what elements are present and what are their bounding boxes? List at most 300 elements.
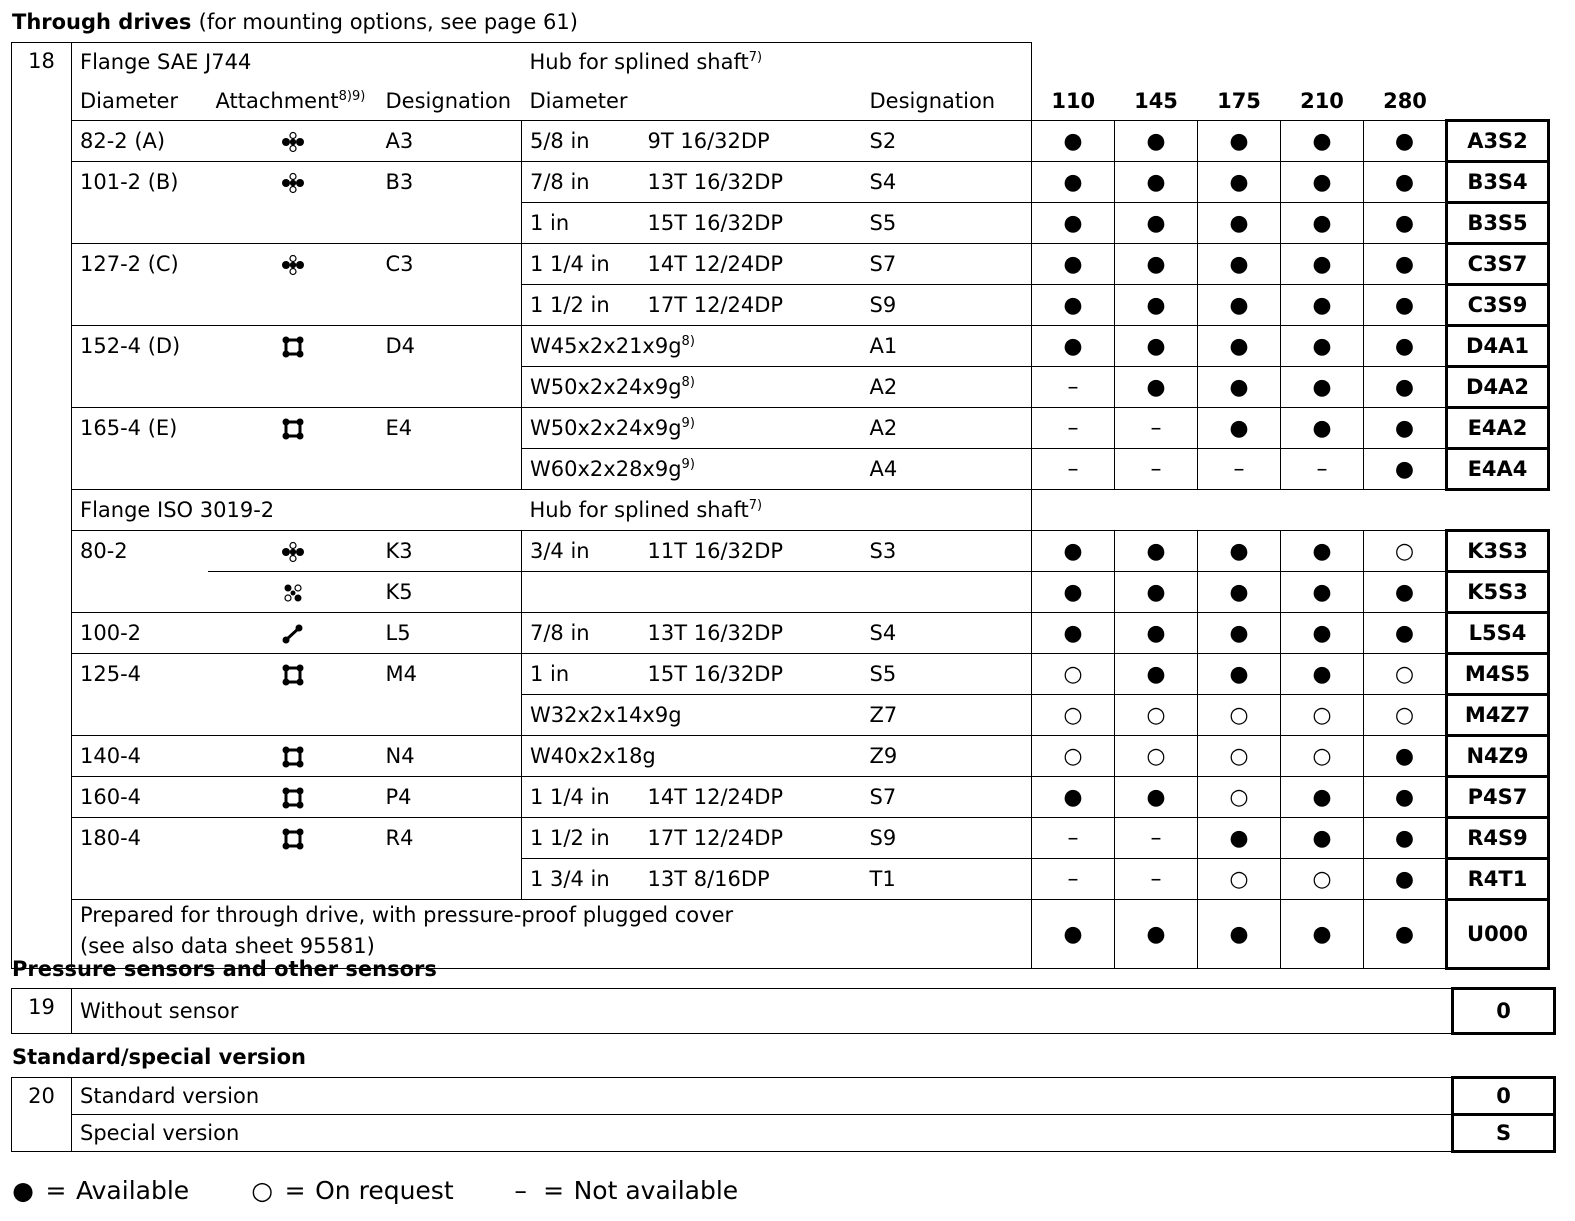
- hub-diameter-text: W45x2x21x9g: [530, 334, 682, 358]
- availability-mark: ○: [1198, 695, 1281, 736]
- availability-mark: ●: [1364, 121, 1447, 162]
- availability-mark: ●: [1115, 777, 1198, 818]
- hub-designation: Z7: [862, 695, 1032, 736]
- flange-designation: E4: [378, 408, 522, 449]
- hub-diameter: 1 3/4 in: [522, 859, 640, 900]
- attachment-symbol: [208, 244, 378, 285]
- attachment-symbol: [208, 326, 378, 367]
- spline-spec: 17T 12/24DP: [640, 285, 862, 326]
- availability-mark: ●: [1281, 244, 1364, 285]
- header-spacer: [1032, 490, 1447, 531]
- col-diameter: Diameter: [72, 81, 208, 121]
- availability-mark: ●: [1198, 121, 1281, 162]
- hub-diameter: 1 1/4 in: [522, 777, 640, 818]
- order-code: U000: [1447, 900, 1549, 969]
- order-code: N4Z9: [1447, 736, 1549, 777]
- flange-designation: K5: [378, 572, 522, 613]
- order-code: P4S7: [1447, 777, 1549, 818]
- availability-mark: ●: [1281, 326, 1364, 367]
- availability-mark: ●: [1198, 900, 1281, 969]
- availability-mark: ○: [1032, 654, 1115, 695]
- through-drives-table: [11, 42, 1550, 970]
- hub-designation: S3: [862, 531, 1032, 572]
- flange-iso-label: Flange ISO 3019-2: [72, 490, 522, 531]
- hub-diameter: 7/8 in: [522, 613, 640, 654]
- availability-mark: ●: [1281, 285, 1364, 326]
- option-row: [12, 203, 1549, 244]
- option-row: [12, 695, 1549, 736]
- hub-diameter-text: W40x2x18g: [530, 744, 656, 768]
- availability-mark: ●: [1198, 613, 1281, 654]
- order-code: E4A4: [1447, 449, 1549, 490]
- on-request-symbol: ○: [251, 1176, 274, 1205]
- diagonal-two-hole-flange-icon: [280, 580, 306, 605]
- flange-designation: C3: [378, 244, 522, 285]
- model-size-header: 210: [1300, 88, 1344, 113]
- availability-mark: ○: [1115, 736, 1198, 777]
- footnote-ref: 7): [748, 50, 763, 65]
- availability-mark: ●: [1364, 859, 1447, 900]
- availability-mark: ●: [1364, 736, 1447, 777]
- flange-diameter: [72, 367, 208, 408]
- four-hole-flange-icon: [280, 416, 306, 441]
- hub-designation: T1: [862, 859, 1032, 900]
- availability-mark: ●: [1198, 162, 1281, 203]
- attachment-symbol: [208, 121, 378, 162]
- availability-mark: ●: [1364, 244, 1447, 285]
- availability-mark: ●: [1364, 777, 1447, 818]
- availability-mark: ●: [1281, 900, 1364, 969]
- availability-mark: –: [1032, 449, 1115, 490]
- flange-diameter: 160-4: [72, 777, 208, 818]
- option-row: [12, 818, 1549, 859]
- legend-not-available: [508, 1176, 739, 1205]
- hub-label: [522, 43, 1032, 82]
- hub-designation: S7: [862, 244, 1032, 285]
- availability-mark: ●: [1032, 162, 1115, 203]
- availability-mark: ●: [1032, 244, 1115, 285]
- hub-designation: S4: [862, 613, 1032, 654]
- availability-mark: ●: [1115, 162, 1198, 203]
- col-hub-designation: Designation: [862, 81, 1032, 121]
- availability-mark: ●: [1364, 408, 1447, 449]
- order-code: L5S4: [1447, 613, 1549, 654]
- order-code: C3S7: [1447, 244, 1549, 285]
- flange-designation: D4: [378, 326, 522, 367]
- availability-mark: ●: [1281, 777, 1364, 818]
- flange-designation: [378, 367, 522, 408]
- availability-mark: ●: [1115, 531, 1198, 572]
- availability-mark: ○: [1198, 736, 1281, 777]
- version-row: [12, 1078, 1555, 1115]
- flange-designation: N4: [378, 736, 522, 777]
- availability-mark: ○: [1364, 695, 1447, 736]
- hub-diameter: 1 in: [522, 654, 640, 695]
- availability-mark: –: [1115, 818, 1198, 859]
- legend-label: Available: [76, 1176, 190, 1205]
- availability-mark: ○: [1281, 695, 1364, 736]
- attachment-symbol: [208, 736, 378, 777]
- through-drives-heading: [12, 10, 578, 34]
- availability-mark: ●: [1115, 900, 1198, 969]
- flange-diameter: 180-4: [72, 818, 208, 859]
- availability-mark: ○: [1198, 777, 1281, 818]
- hub-designation: S4: [862, 162, 1032, 203]
- header-spacer: [1447, 490, 1549, 531]
- prepared-line-1: Prepared for through drive, with pressure-proof plugged cover: [80, 903, 734, 927]
- attachment-symbol: [208, 162, 378, 203]
- legend-equals: =: [284, 1176, 306, 1205]
- version-row: [12, 1115, 1555, 1152]
- availability-mark: –: [1032, 818, 1115, 859]
- two-hole-flange-icon: [280, 539, 306, 564]
- hub-diameter: 1 1/4 in: [522, 244, 640, 285]
- flange-designation: A3: [378, 121, 522, 162]
- option-row: [12, 367, 1549, 408]
- through-drives-subtitle: (for mounting options, see page 61): [198, 10, 578, 34]
- model-size-header: 145: [1134, 88, 1178, 113]
- footnote-ref: 8): [681, 375, 695, 390]
- flange-diameter: [72, 859, 208, 900]
- attachment-symbol: [208, 613, 378, 654]
- option-row: [12, 285, 1549, 326]
- hub-diameter: [522, 695, 862, 736]
- availability-mark: ●: [1198, 572, 1281, 613]
- hub-designation: S7: [862, 777, 1032, 818]
- hub-label: [522, 490, 1032, 531]
- availability-mark: ●: [1198, 285, 1281, 326]
- availability-mark: ○: [1115, 695, 1198, 736]
- availability-mark: –: [1032, 859, 1115, 900]
- flange-diameter: 82-2 (A): [72, 121, 208, 162]
- footnote-ref: 7): [748, 498, 763, 513]
- footnote-ref: 9): [681, 416, 695, 431]
- availability-mark: ●: [1032, 121, 1115, 162]
- col-attachment-text: Attachment: [215, 88, 339, 113]
- order-code: R4T1: [1447, 859, 1549, 900]
- spline-spec: 14T 12/24DP: [640, 244, 862, 285]
- model-size-header: 280: [1383, 88, 1427, 113]
- legend-equals: =: [45, 1176, 67, 1205]
- order-code: K3S3: [1447, 531, 1549, 572]
- two-hole-flange-icon: [280, 129, 306, 154]
- sensor-row: [12, 989, 1555, 1034]
- hub-diameter-text: W60x2x28x9g: [530, 457, 682, 481]
- two-hole-flange-icon: [280, 252, 306, 277]
- availability-mark: ●: [1032, 531, 1115, 572]
- hub-designation: A2: [862, 408, 1032, 449]
- hub-designation: Z9: [862, 736, 1032, 777]
- availability-mark: ●: [1115, 203, 1198, 244]
- order-code: D4A2: [1447, 367, 1549, 408]
- flange-designation: B3: [378, 162, 522, 203]
- model-size-header: 175: [1217, 88, 1261, 113]
- flange-diameter: 100-2: [72, 613, 208, 654]
- availability-mark: ●: [1281, 572, 1364, 613]
- availability-mark: ●: [1364, 572, 1447, 613]
- availability-mark: ●: [1115, 572, 1198, 613]
- attachment-symbol: [208, 654, 378, 695]
- flange-diameter: [72, 695, 208, 736]
- attachment-symbol: [208, 695, 378, 736]
- legend-label: On request: [315, 1176, 454, 1205]
- spline-spec: 13T 8/16DP: [640, 859, 862, 900]
- hub-label-text: Hub for splined shaft: [529, 50, 749, 74]
- availability-mark: ●: [1281, 367, 1364, 408]
- legend-on-request: [249, 1176, 454, 1205]
- hub-diameter: [522, 449, 862, 490]
- availability-mark: ●: [1032, 777, 1115, 818]
- availability-mark: ●: [1032, 285, 1115, 326]
- order-code: D4A1: [1447, 326, 1549, 367]
- version-table: [11, 1076, 1556, 1153]
- availability-mark: ●: [1115, 285, 1198, 326]
- flange-designation: M4: [378, 654, 522, 695]
- attachment-symbol: [208, 449, 378, 490]
- option-row: [12, 859, 1549, 900]
- availability-mark: ●: [1281, 408, 1364, 449]
- attachment-symbol: [208, 531, 378, 572]
- availability-mark: ●: [1281, 818, 1364, 859]
- availability-mark: ●: [1364, 326, 1447, 367]
- flange-designation: K3: [378, 531, 522, 572]
- availability-mark: –: [1115, 408, 1198, 449]
- availability-mark: ●: [1115, 367, 1198, 408]
- availability-mark: ●: [1364, 900, 1447, 969]
- availability-mark: –: [1115, 449, 1198, 490]
- availability-mark: ○: [1198, 859, 1281, 900]
- four-hole-flange-icon: [280, 744, 306, 769]
- option-row: [12, 613, 1549, 654]
- availability-mark: ●: [1115, 654, 1198, 695]
- prepared-line-2: (see also data sheet 95581): [80, 934, 375, 958]
- flange-diameter: [72, 203, 208, 244]
- hub-designation: A2: [862, 367, 1032, 408]
- availability-mark: ●: [1115, 121, 1198, 162]
- availability-mark: ●: [1281, 613, 1364, 654]
- not-available-symbol: –: [514, 1176, 527, 1205]
- attachment-symbol: [208, 859, 378, 900]
- version-label: Standard version: [72, 1078, 1453, 1115]
- order-code: R4S9: [1447, 818, 1549, 859]
- version-heading: Standard/special version: [12, 1045, 307, 1069]
- option-row: [12, 777, 1549, 818]
- availability-mark: ●: [1364, 449, 1447, 490]
- flange-diameter: 152-4 (D): [72, 326, 208, 367]
- footnote-ref: 8): [681, 334, 695, 349]
- flange-designation: L5: [378, 613, 522, 654]
- header-row: [12, 490, 1549, 531]
- flange-designation: P4: [378, 777, 522, 818]
- four-hole-flange-icon: [280, 662, 306, 687]
- spline-spec: 17T 12/24DP: [640, 818, 862, 859]
- availability-mark: ●: [1032, 572, 1115, 613]
- order-code: 0: [1453, 1078, 1555, 1115]
- spline-spec: 15T 16/32DP: [640, 654, 862, 695]
- hub-designation: S5: [862, 654, 1032, 695]
- row-number: 18: [12, 43, 72, 969]
- order-code: M4Z7: [1447, 695, 1549, 736]
- availability-mark: –: [1032, 367, 1115, 408]
- attachment-symbol: [208, 367, 378, 408]
- availability-mark: ●: [1364, 203, 1447, 244]
- availability-mark: ●: [1032, 900, 1115, 969]
- availability-mark: ●: [1198, 408, 1281, 449]
- legend-available: [10, 1176, 189, 1205]
- option-row: [12, 449, 1549, 490]
- flange-diameter: 80-2: [72, 531, 208, 572]
- order-code: E4A2: [1447, 408, 1549, 449]
- option-row: [12, 244, 1549, 285]
- availability-mark: ●: [1364, 367, 1447, 408]
- order-code: C3S9: [1447, 285, 1549, 326]
- hub-designation: A4: [862, 449, 1032, 490]
- order-code: M4S5: [1447, 654, 1549, 695]
- spline-spec: 15T 16/32DP: [640, 203, 862, 244]
- hub-designation: [862, 572, 1032, 613]
- sensors-table: [11, 987, 1556, 1035]
- availability-mark: ○: [1364, 654, 1447, 695]
- availability-mark: –: [1115, 859, 1198, 900]
- availability-mark: ●: [1364, 818, 1447, 859]
- availability-mark: ●: [1364, 162, 1447, 203]
- flange-diameter: 127-2 (C): [72, 244, 208, 285]
- hub-diameter: [522, 572, 862, 613]
- availability-mark: ●: [1198, 326, 1281, 367]
- row-number: 20: [12, 1078, 72, 1152]
- model-size-header: 110: [1051, 88, 1096, 113]
- hub-designation: S5: [862, 203, 1032, 244]
- row-number: 19: [12, 989, 72, 1034]
- order-code: B3S4: [1447, 162, 1549, 203]
- availability-mark: ○: [1281, 736, 1364, 777]
- order-code: 0: [1453, 989, 1555, 1034]
- flange-designation: [378, 449, 522, 490]
- hub-designation: S2: [862, 121, 1032, 162]
- flange-designation: R4: [378, 818, 522, 859]
- header-spacer: [1447, 81, 1549, 121]
- four-hole-flange-icon: [280, 826, 306, 851]
- availability-mark: ●: [1198, 244, 1281, 285]
- four-hole-flange-icon: [280, 785, 306, 810]
- availability-mark: ●: [1032, 613, 1115, 654]
- availability-mark: ●: [1115, 326, 1198, 367]
- availability-mark: ●: [1281, 654, 1364, 695]
- spline-spec: 13T 16/32DP: [640, 613, 862, 654]
- spline-spec: 13T 16/32DP: [640, 162, 862, 203]
- flange-sae-label: Flange SAE J744: [72, 43, 522, 82]
- col-designation: Designation: [385, 88, 512, 113]
- hub-diameter: [522, 736, 862, 777]
- hub-diameter: [522, 367, 862, 408]
- option-row: [12, 408, 1549, 449]
- order-code: K5S3: [1447, 572, 1549, 613]
- four-hole-flange-icon: [280, 334, 306, 359]
- availability-mark: ○: [1364, 531, 1447, 572]
- availability-mark: ●: [1032, 326, 1115, 367]
- availability-mark: ●: [1198, 367, 1281, 408]
- flange-designation: [378, 859, 522, 900]
- order-code: A3S2: [1447, 121, 1549, 162]
- flange-diameter: 101-2 (B): [72, 162, 208, 203]
- availability-mark: ●: [1115, 244, 1198, 285]
- availability-mark: ○: [1281, 859, 1364, 900]
- available-symbol: ●: [12, 1176, 34, 1205]
- hub-diameter: 1 1/2 in: [522, 285, 640, 326]
- availability-mark: ●: [1281, 531, 1364, 572]
- footnote-ref: 9): [681, 457, 695, 472]
- flange-designation: [378, 695, 522, 736]
- hub-diameter: [522, 408, 862, 449]
- attachment-symbol: [208, 408, 378, 449]
- order-code: S: [1453, 1115, 1555, 1152]
- availability-mark: ○: [1032, 736, 1115, 777]
- legend-equals: =: [543, 1176, 565, 1205]
- hub-designation: A1: [862, 326, 1032, 367]
- option-row: [12, 162, 1549, 203]
- availability-mark: ●: [1198, 818, 1281, 859]
- sensors-heading: Pressure sensors and other sensors: [12, 957, 437, 981]
- availability-mark: ○: [1032, 695, 1115, 736]
- legend-label: Not available: [573, 1176, 739, 1205]
- two-hole-flange-icon: [280, 170, 306, 195]
- option-row: [12, 654, 1549, 695]
- availability-mark: ●: [1281, 162, 1364, 203]
- availability-mark: –: [1198, 449, 1281, 490]
- option-row: [12, 326, 1549, 367]
- hub-label-text: Hub for splined shaft: [529, 498, 749, 522]
- option-row: [12, 531, 1549, 572]
- spline-spec: 14T 12/24DP: [640, 777, 862, 818]
- col-hub-diameter: Diameter: [529, 88, 628, 113]
- version-label: Special version: [72, 1115, 1453, 1152]
- availability-mark: ●: [1281, 121, 1364, 162]
- option-row: [12, 572, 1549, 613]
- legend: [10, 1176, 738, 1205]
- attachment-symbol: [208, 572, 378, 613]
- option-row: [12, 736, 1549, 777]
- hub-designation: S9: [862, 818, 1032, 859]
- hub-diameter: 1 1/2 in: [522, 818, 640, 859]
- header-spacer: [1032, 43, 1549, 82]
- availability-mark: ●: [1198, 531, 1281, 572]
- attachment-symbol: [208, 818, 378, 859]
- hub-diameter-text: W50x2x24x9g: [530, 416, 682, 440]
- flange-diameter: [72, 572, 208, 613]
- availability-mark: ●: [1115, 613, 1198, 654]
- availability-mark: ●: [1198, 654, 1281, 695]
- col-attachment: [208, 81, 378, 121]
- availability-mark: ●: [1032, 203, 1115, 244]
- flange-diameter: [72, 285, 208, 326]
- header-row: [12, 81, 1549, 121]
- hub-diameter-text: W32x2x14x9g: [530, 703, 682, 727]
- availability-mark: ●: [1364, 613, 1447, 654]
- flange-designation: [378, 203, 522, 244]
- availability-mark: ●: [1281, 203, 1364, 244]
- hub-diameter-text: W50x2x24x9g: [530, 375, 682, 399]
- hub-diameter: 5/8 in: [522, 121, 640, 162]
- flange-diameter: 165-4 (E): [72, 408, 208, 449]
- header-row: [12, 43, 1549, 82]
- flange-designation: [378, 285, 522, 326]
- footnote-ref: 8)9): [338, 88, 366, 104]
- attachment-symbol: [208, 777, 378, 818]
- spline-spec: 9T 16/32DP: [640, 121, 862, 162]
- diagonal-flange-icon: [280, 621, 306, 646]
- attachment-symbol: [208, 285, 378, 326]
- hub-diameter: 7/8 in: [522, 162, 640, 203]
